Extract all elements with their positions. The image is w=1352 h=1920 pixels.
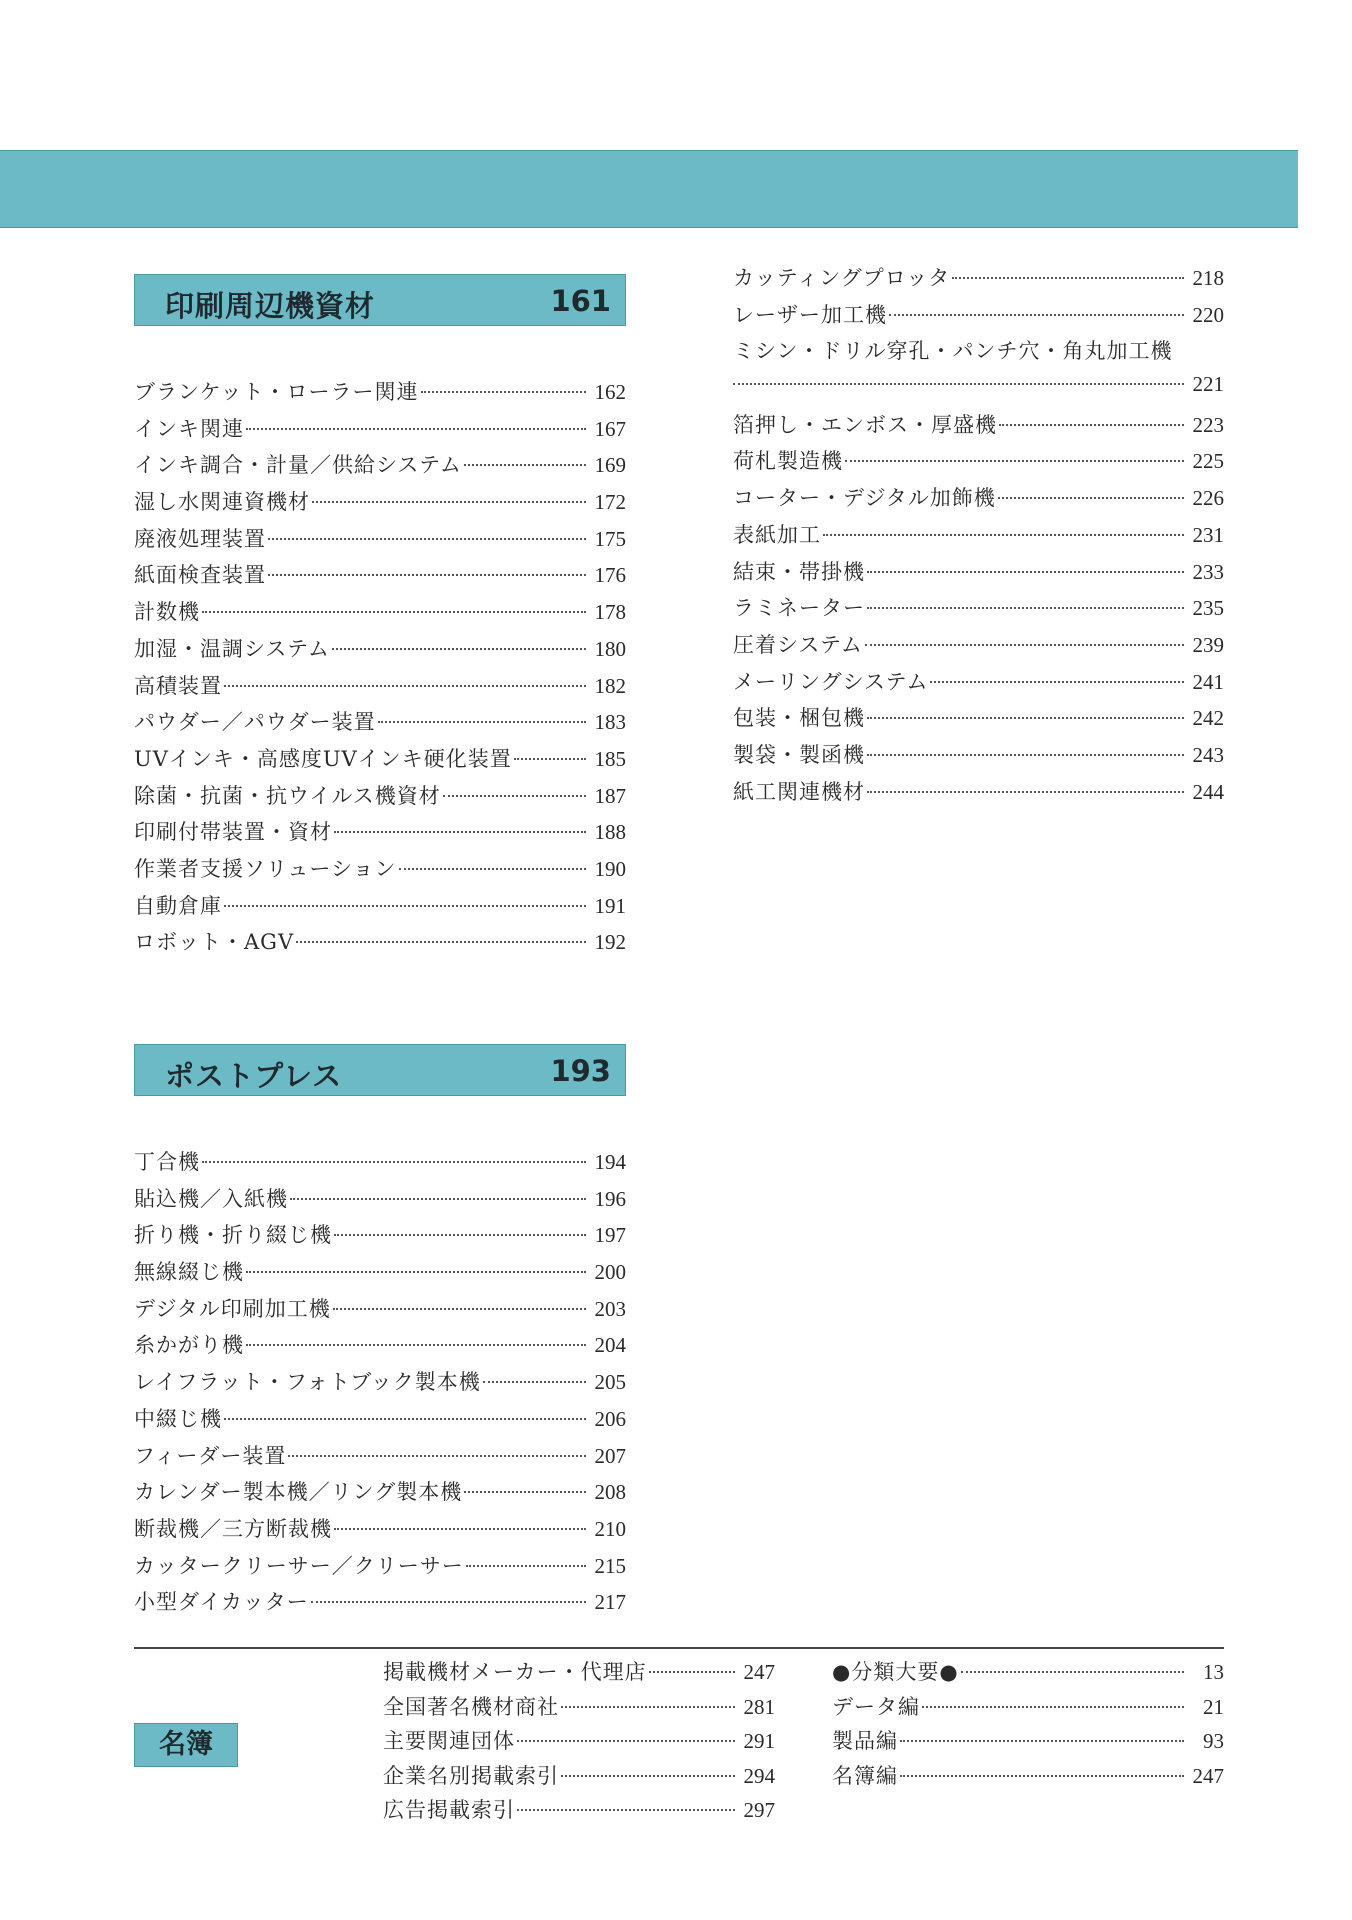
section-label-meibo: 名簿 (134, 1723, 238, 1767)
section-title: 印刷周辺機資材 (165, 289, 376, 323)
toc-entry-page: 176 (594, 563, 626, 588)
toc-entry (134, 926, 626, 963)
dot-leader (922, 1706, 1184, 1708)
divider-rule (134, 1647, 1224, 1649)
toc-entry-page: 194 (594, 1150, 626, 1174)
toc-entry-page: 291 (743, 1729, 775, 1753)
toc-entry-label: 名簿編 (832, 1763, 898, 1788)
dot-leader (333, 1308, 586, 1310)
toc-entry-label: インキ関連 (134, 416, 244, 441)
toc-entry (733, 629, 1224, 666)
section-header-printing-peripherals (134, 274, 626, 326)
toc-entry-label: 中綴じ機 (134, 1406, 222, 1431)
toc-entry (733, 409, 1224, 446)
dot-leader (334, 831, 586, 833)
toc-entry-page: 226 (1192, 486, 1224, 511)
toc-entry-page: 178 (594, 600, 626, 625)
toc-entry-label: 紙工関連機材 (733, 779, 865, 804)
dot-leader (867, 571, 1184, 573)
dot-leader (290, 1198, 586, 1200)
dot-leader (867, 717, 1184, 719)
dot-leader (952, 277, 1184, 279)
toc-entry (134, 486, 626, 523)
dot-leader (224, 1418, 586, 1420)
toc-entry-label: 結束・帯掛機 (733, 559, 865, 584)
toc-entry-label: 加湿・温調システム (134, 636, 330, 661)
toc-entry-page: 247 (1192, 1763, 1224, 1788)
toc-entry (134, 853, 626, 890)
toc-entry-label: 計数機 (134, 600, 200, 625)
toc-entry-page: 175 (594, 526, 626, 551)
toc-entry-page: 218 (1192, 266, 1224, 290)
toc-entry-label: 圧着システム (733, 632, 863, 657)
dot-leader (378, 721, 586, 723)
toc-entry-page: 204 (594, 1333, 626, 1358)
dot-leader (464, 464, 586, 466)
section-title: ポストプレス (165, 1059, 343, 1093)
toc-entry-page: 242 (1192, 706, 1224, 731)
toc-entry-page: 235 (1192, 596, 1224, 621)
toc-entry-page: 167 (594, 416, 626, 441)
dot-leader (288, 1455, 586, 1457)
dot-leader (466, 1565, 586, 1567)
dot-leader (332, 648, 586, 650)
toc-entry (733, 702, 1224, 739)
toc-entry-page: 294 (743, 1763, 775, 1788)
toc-entry-label: 製袋・製函機 (733, 742, 865, 767)
toc-entry (134, 1513, 626, 1550)
section-header-postpress (134, 1044, 626, 1096)
toc-entry (134, 780, 626, 817)
toc-entry-label: 糸かがり機 (134, 1333, 244, 1358)
toc-entry (733, 299, 1224, 336)
dot-leader (202, 611, 586, 613)
toc-entry-label: 包装・梱包機 (733, 706, 865, 731)
toc-entry-page: 207 (594, 1443, 626, 1468)
toc-entry-label: 製品編 (832, 1729, 898, 1753)
toc-entry-label: 折り機・折り綴じ機 (134, 1223, 332, 1248)
toc-entry (134, 890, 626, 927)
toc-entry-page: 241 (1192, 669, 1224, 694)
toc-entry (733, 482, 1224, 519)
toc-entry (733, 445, 1224, 482)
toc-entry (832, 1656, 1224, 1691)
dot-leader (224, 905, 586, 907)
toc-entry-label: ラミネーター (733, 596, 865, 621)
toc-entry-page: 210 (594, 1516, 626, 1541)
dot-leader (246, 428, 586, 430)
toc-entry-page: 187 (594, 783, 626, 808)
dot-leader (399, 868, 586, 870)
toc-entry-page: 203 (594, 1296, 626, 1321)
toc-entry (134, 1366, 626, 1403)
toc-entry-label: 主要関連団体 (383, 1729, 515, 1753)
toc-entry-label: 小型ダイカッター (134, 1590, 309, 1615)
toc-entry-page: 183 (594, 710, 626, 735)
toc-entry (134, 1586, 626, 1623)
toc-entry-page: 297 (743, 1798, 775, 1822)
dot-leader (311, 1601, 586, 1603)
toc-entry-label: 企業名別掲載索引 (383, 1763, 559, 1788)
toc-entry (733, 335, 1224, 408)
toc-entry (832, 1725, 1224, 1760)
toc-entry-label: 掲載機材メーカー・代理店 (383, 1660, 647, 1684)
toc-entry-label: 廃液処理装置 (134, 526, 266, 551)
dot-leader (514, 758, 586, 760)
toc-entry (134, 1256, 626, 1293)
toc-entry-label: インキ調合・計量／供給システム (134, 453, 462, 478)
toc-entry (733, 519, 1224, 556)
toc-entry-label: ロボット・AGV (134, 930, 295, 955)
dot-leader (961, 1671, 1184, 1673)
toc-entry-label: 無線綴じ機 (134, 1260, 244, 1285)
toc-entry (383, 1760, 775, 1795)
toc-list-meibo-right (832, 1656, 1224, 1794)
toc-entry (134, 523, 626, 560)
dot-leader (224, 685, 586, 687)
toc-entry-page: 205 (594, 1370, 626, 1395)
toc-entry-label: 丁合機 (134, 1150, 200, 1174)
toc-entry (134, 596, 626, 633)
toc-entry-page: 180 (594, 636, 626, 661)
toc-entry-page: 197 (594, 1223, 626, 1248)
toc-entry (134, 449, 626, 486)
toc-entry-page: 93 (1203, 1729, 1224, 1753)
dot-leader (312, 501, 586, 503)
toc-entry-label: ブランケット・ローラー関連 (134, 380, 419, 404)
toc-entry (134, 1219, 626, 1256)
toc-entry-page: 221 (1192, 372, 1224, 397)
dot-leader (900, 1740, 1184, 1742)
toc-entry-label: 広告掲載索引 (383, 1798, 515, 1822)
toc-entry-label: 高積装置 (134, 673, 222, 698)
toc-entry-page: 231 (1192, 522, 1224, 547)
toc-entry (134, 706, 626, 743)
toc-entry-page: 208 (594, 1480, 626, 1505)
toc-entry (383, 1794, 775, 1829)
toc-entry-label: UVインキ・高感度UVインキ硬化装置 (134, 746, 512, 771)
dot-leader (296, 941, 586, 943)
toc-entry-page: 243 (1192, 742, 1224, 767)
toc-entry-label: 除菌・抗菌・抗ウイルス機資材 (134, 783, 441, 808)
toc-entry (733, 592, 1224, 629)
dot-leader (900, 1775, 1184, 1777)
toc-entry (134, 1146, 626, 1183)
dot-leader (867, 791, 1184, 793)
toc-entry-page: 190 (594, 856, 626, 881)
toc-entry (134, 743, 626, 780)
dot-leader (823, 534, 1184, 536)
dot-leader (334, 1234, 586, 1236)
toc-entry (134, 633, 626, 670)
toc-entry-label: 全国著名機材商社 (383, 1694, 559, 1719)
toc-entry-page: 192 (594, 930, 626, 955)
toc-entry-page: 185 (594, 746, 626, 771)
dot-leader (867, 754, 1184, 756)
toc-entry-page: 200 (594, 1260, 626, 1285)
header-banner (0, 150, 1298, 228)
section-page: 161 (550, 284, 611, 318)
toc-entry (134, 413, 626, 450)
dot-leader (483, 1381, 586, 1383)
toc-entry-page: 225 (1192, 449, 1224, 474)
dot-leader (649, 1671, 735, 1673)
toc-entry-label: 断裁機／三方断裁機 (134, 1516, 332, 1541)
toc-list-meibo-left (383, 1656, 775, 1829)
toc-entry (733, 556, 1224, 593)
toc-entry-page: 21 (1203, 1694, 1224, 1719)
toc-entry-label: 荷札製造機 (733, 449, 843, 474)
toc-entry-label: ●分類大要● (832, 1660, 959, 1684)
toc-entry (134, 1183, 626, 1220)
toc-entry-label: 貼込機／入紙機 (134, 1186, 288, 1211)
dot-leader (246, 1271, 586, 1273)
toc-entry-label: パウダー／パウダー装置 (134, 710, 376, 735)
dot-leader (464, 1491, 586, 1493)
toc-entry-page: 215 (594, 1553, 626, 1578)
dot-leader (999, 424, 1184, 426)
toc-entry-label: コーター・デジタル加飾機 (733, 486, 996, 511)
toc-entry-label: デジタル印刷加工機 (134, 1296, 331, 1321)
toc-entry-label: 湿し水関連資機材 (134, 490, 310, 515)
dot-leader (517, 1740, 735, 1742)
toc-entry (383, 1691, 775, 1726)
toc-entry-label: カッタークリーサー／クリーサー (134, 1553, 464, 1578)
dot-leader (865, 644, 1184, 646)
toc-entry (134, 1440, 626, 1477)
toc-list-postpress (134, 1146, 626, 1623)
dot-leader (268, 538, 586, 540)
dot-leader (443, 795, 586, 797)
toc-entry (134, 1329, 626, 1366)
toc-entry (134, 670, 626, 707)
toc-entry-label: メーリングシステム (733, 669, 929, 694)
dot-leader (845, 460, 1184, 462)
dot-leader (930, 681, 1184, 683)
toc-entry-label: 作業者支援ソリューション (134, 856, 397, 881)
toc-entry (832, 1760, 1224, 1795)
dot-leader (517, 1809, 735, 1811)
toc-entry-label: 印刷付帯装置・資材 (134, 820, 332, 845)
toc-entry-label: データ編 (832, 1694, 920, 1719)
toc-entry-page: 223 (1192, 412, 1224, 437)
toc-entry-label: フィーダー装置 (134, 1443, 287, 1468)
toc-entry (383, 1725, 775, 1760)
toc-entry (733, 262, 1224, 299)
toc-entry (134, 376, 626, 413)
toc-entry-page: 206 (594, 1406, 626, 1431)
dot-leader (421, 391, 586, 393)
toc-entry-label: 紙面検査装置 (134, 563, 266, 588)
toc-entry-page: 191 (594, 893, 626, 918)
toc-entry-page: 220 (1192, 302, 1224, 327)
dot-leader (889, 314, 1184, 316)
dot-leader (561, 1706, 735, 1708)
toc-entry-label: 箔押し・エンボス・厚盛機 (733, 412, 997, 437)
toc-entry-page: 182 (594, 673, 626, 698)
toc-entry (134, 559, 626, 596)
toc-entry-label: ミシン・ドリル穿孔・パンチ穴・角丸加工機 (733, 339, 1173, 364)
toc-entry-label: レーザー加工機 (733, 302, 887, 327)
toc-entry-label: 自動倉庫 (134, 893, 222, 918)
toc-entry-label: レイフラット・フォトブック製本機 (134, 1370, 481, 1395)
toc-entry (733, 666, 1224, 703)
dot-leader (733, 383, 1184, 385)
toc-entry-page: 244 (1192, 779, 1224, 804)
dot-leader (998, 497, 1184, 499)
dot-leader (867, 607, 1184, 609)
toc-entry (134, 1293, 626, 1330)
dot-leader (268, 574, 586, 576)
toc-entry (733, 739, 1224, 776)
toc-entry-page: 169 (594, 453, 626, 478)
toc-entry-page: 162 (594, 380, 626, 404)
toc-entry-page: 196 (594, 1186, 626, 1211)
toc-entry (733, 776, 1224, 813)
toc-list-printing-peripherals (134, 376, 626, 963)
dot-leader (561, 1775, 735, 1777)
toc-entry-page: 13 (1203, 1660, 1224, 1684)
toc-entry-page: 281 (743, 1694, 775, 1719)
toc-entry (134, 1476, 626, 1513)
toc-entry (134, 1403, 626, 1440)
toc-entry-page: 217 (594, 1590, 626, 1615)
dot-leader (334, 1528, 586, 1530)
toc-entry (134, 816, 626, 853)
toc-entry (134, 1550, 626, 1587)
toc-entry-page: 172 (594, 490, 626, 515)
toc-entry (383, 1656, 775, 1691)
dot-leader (202, 1161, 586, 1163)
toc-entry-page: 188 (594, 820, 626, 845)
toc-entry-label: カッティングプロッタ (733, 266, 951, 290)
toc-entry-label: 表紙加工 (733, 522, 821, 547)
toc-entry-label: カレンダー製本機／リング製本機 (134, 1480, 463, 1505)
toc-entry-page: 233 (1192, 559, 1224, 584)
toc-entry-line (733, 372, 1224, 409)
section-page: 193 (550, 1054, 611, 1088)
dot-leader (246, 1344, 586, 1346)
toc-entry (832, 1691, 1224, 1726)
toc-list-postpress-continued (733, 262, 1224, 812)
toc-entry-page: 239 (1192, 632, 1224, 657)
toc-entry-page: 247 (743, 1660, 775, 1684)
